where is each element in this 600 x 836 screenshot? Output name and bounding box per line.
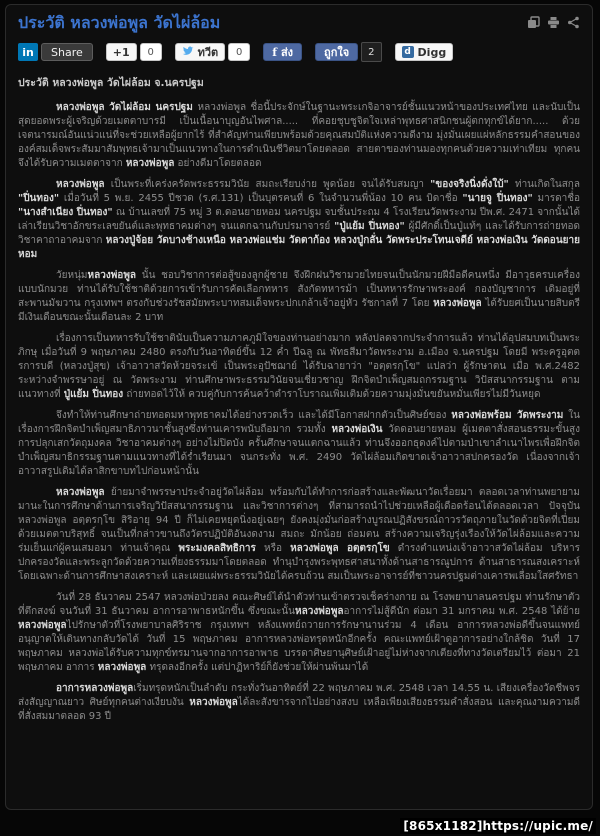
fb-send-label: ส่ง [280,46,294,59]
gplus-count: 0 [140,43,162,61]
copy-icon[interactable] [526,15,540,29]
digg-button[interactable] [395,43,454,61]
paragraph: เรื่องการเป็นทหารรับใช้ชาตินับเป็นความภาคภูมิใจของท่านอย่างมาก หลังปลดจากประจำการแล้ว ท่านได้อุปสมบทเป็นพระภิกษุ เมื่อวันที่ 9 พฤษภาคม 2480 ตรงกับวันอาทิตย์ขึ้น 12 ค่ำ ปีฉลู ณ พัทธสีมาวัดพระงาม อ.เมือง จ.นครปฐม โดยมี พระครูอุตตรการบดี (หลวงปู่สุข) เจ้าอาวาสวัดห้วยจระเข้ เป็นพระอุปัชฌาย์ ได้รับฉายาว่า "อตฺตรกฺโข" แปลว่า ผู้รักษาตน เมื่อ พ.ศ.2482 ระหว่างจำพรรษาอยู่ ณ วัดพระงาม ท่านศึกษาพระธรรมวินัยจนเชี่ยวชาญ ฝึกจิตบำเพ็ญสมถกรรมฐาน วิปัสสนากรรมฐาน ตามแนวทางที่ ปู่แย้ม ปิ่นทอง ถ่ายทอดไว้ให้ ควบคู่กับการค้นคว้าตำราโบราณเพิ่มเติมด้วยความมุ่งมั่นขยันหมั่นเพียรไม่มีวันหยุด [18,333,580,400]
paragraph: หลวงพ่อพูล เป็นพระที่เคร่งครัดพระธรรมวินัย สมถะเรียบง่าย พูดน้อย จนได้รับสมญา "ของจริงนิ่งดั่งใบ้" ท่านเกิดในสกุล "ปิ่นทอง" เมื่อวันที่ 5 พ.ย. 2455 ปีชวด (ร.ศ.131) เป็นบุตรคนที่ 6 ในจำนวนพี่น้อง 10 คน บิดาชื่อ "นายจู ปิ่นทอง" มารดาชื่อ "นางสำเนียง ปิ่นทอง" ณ บ้านเลขที่ 75 หมู่ 3 ต.ดอนยายหอม นครปฐม จบชั้นประถม 4 โรงเรียนวัดพระงาม ปีพ.ศ. 2471 จากนั้นได้เล่าเรียนวิชาอักขระเลขยันต์และพุทธาคมต่างๆ จนแตกฉานกับปรมาจารย์ "ปู่แย้ม ปิ่นทอง" ผู้มีศักดิ์เป็นปู่แท้ๆ และได้รับการถ่ายทอดวิชาคาถาอาคมจาก หลวงปู่จ้อย วัดบางช้างเหนือ หลวงพ่อแช่ม วัดตาก้อง หลวงปู่กลั่น วัดพระประโทนเจดีย์ หลวงพ่อเงิน วัดดอนยายหอม [18,179,581,260]
facebook-icon: f [272,45,277,59]
linkedin-share-button[interactable]: Share [41,43,93,61]
page-title: ประวัติ หลวงพ่อพูล วัดไผ่ล้อม [18,13,221,32]
fb-like-count: 2 [361,42,381,62]
paragraph: หลวงพ่อพูล วัดไผ่ล้อม นครปฐม หลวงพ่อพูล ชื่อนี้ประจักษ์ในฐานะพระเกจิอาจารย์ชั้นแนวหน้าของประเทศไทย และนับเป็นสุดยอดพระผู้เจริญด้วยเมตตาบารมี เป็นเนื้อนาบุญอันไพศาล..... ที่คอยชุบชูจิตใจเหล่าพุทธศาสนิกชนผู้ตกทุกข์ได้ยาก..... ด้วยเจตนารมณ์อันแน่วแน่ที่จะช่วยเหลือผู้ยากไร้ ที่สำคัญท่านเพียบพร้อมด้วยคุณสมบัติแห่งความดีงาม มุ่งมั่นเผยแผ่หลักธรรมคำสอนขององค์สมเด็จพระสัมมาสัมพุทธเจ้ามาเป็นแนวทางในการดำเนินชีวิตมาโดยตลอด สายตาของท่านมองทุกคนด้วยความเท่าเทียม ทุกคนจึงได้รับความเมตตาจาก หลวงพ่อพูล อย่างดีมาโดยตลอด [18,102,580,169]
tweet-button-label: ทวีต [197,46,219,59]
linkedin-share-widget [18,43,93,61]
tweet-count: 0 [228,43,250,61]
article-body [18,101,580,724]
fb-like-button[interactable]: ถูกใจ [315,43,358,61]
gplus-widget [106,43,162,61]
tweet-button[interactable] [175,43,226,61]
paragraph: วันที่ 28 ธันวาคม 2547 หลวงพ่อป่วยลง คณะศิษย์ได้นำตัวท่านเข้าตรวจเช็คร่างกาย ณ โรงพยาบาลนครปฐม ท่านรักษาตัวที่ตึกสงฆ์ จนวันที่ 31 ธันวาคม อาการอาพาธหนักขึ้น ซึ่งขณะนั้นหลวงพ่อพูลอาการไม่สู้ดีนัก ต่อมา 31 มกราคม พ.ศ. 2548 ได้ย้ายหลวงพ่อพูลไปรักษาตัวที่โรงพยาบาลศิริราช กรุงเทพฯ หลังแพทย์ถวายการรักษานานร่วม 4 เดือน อาการหลวงพ่อดีขึ้นจนแพทย์อนุญาตให้เดินทางกลับวัดได้ วันที่ 15 พฤษภาคม อาการหลวงพ่อทรุดหนักอีกครั้ง คณะแพทย์เฝ้าดูอาการอย่างใกล้ชิด วันที่ 17 พฤษภาคม หลวงพ่อได้รับความทุกข์ทรมานจากอาการอาพาธ บรรดาศิษยานุศิษย์เฝ้าอยู่ไม่ห่างจากเตียงที่ทางวัดเตรียมไว้ ต่อมา 21 พฤษภาคม อาการ หลวงพ่อพูล ทรุดลงอีกครั้ง แต่ปาฏิหาริย์ก็ยังช่วยให้ผ่านพ้นมาได้ [18,592,581,673]
print-icon[interactable] [546,15,560,29]
watermark: [865x1182]https://upic.me/ [400,818,596,834]
content-panel [5,4,593,810]
linkedin-icon: in [18,43,38,61]
digg-icon: d [402,46,414,58]
digg-widget [395,43,454,61]
fb-send-button[interactable] [263,43,302,61]
twitter-bird-icon [182,45,194,60]
share-icon[interactable] [566,15,580,29]
paragraph: จึงทำให้ท่านศึกษาถ่ายทอดมหาพุทธาคมได้อย่างรวดเร็ว และได้มีโอกาสฝากตัวเป็นศิษย์ของ หลวงพ่อพร้อม วัดพระงาม ในเรื่องการฝึกจิตบำเพ็ญสมาธิภาวนาชั้นสูงซึ่งท่านเคารพนับถือมาก รวมทั้ง หลวงพ่อเงิน วัดดอนยายหอม ผู้เมตตาสั่งสอนธรรมะขั้นสูง การปลุกเสกวัตถุมงคล วิชาอาคมต่างๆ อย่างไม่ปิดบัง ครั้นศึกษาจนแตกฉานแล้ว ท่านจึงออกธุดงค์ไปตามป่าเขาลำเนาไพรเพื่อฝึกจิตบำเพ็ญสมาธิกรรมฐานตามแนวทางที่ได้ร่ำเรียนมา จนกระทั่ง พ.ศ. 2490 วัดไผ่ล้อมเกิดขาดเจ้าอาวาสปกครองวัด เนื่องจากเจ้าอาวาสรูปเดิมได้ลาสิกขาบทไปก่อนหน้านั้น [18,410,580,477]
gplus-button[interactable]: +1 [106,43,137,61]
share-bar [18,42,580,62]
digg-button-label: Digg [417,45,447,59]
header-icons [526,15,580,29]
paragraph: หลวงพ่อพูล ย้ายมาจำพรรษาประจำอยู่วัดไผ่ล้อม พร้อมกับได้ทำการก่อสร้างและพัฒนาวัดเรื่อยมา ตลอดเวลาท่านพยายามมานะในการศึกษาด้านการเจริญวิปัสสนากรรมฐาน และวิชาการต่างๆ ที่สามารถนำไปช่วยเหลือผู้เดือดร้อนได้ตลอดเวลา ปัจจุบันหลวงพ่อพูล อตฺตรกฺโข สิริอายุ 94 ปี ก็ไม่เคยหยุดนิ่งอยู่เฉยๆ ยังคงมุ่งมั่นก่อสร้างบูรณปฏิสังขรณ์ถาวรวัตถุภายในวัดด้วยจิตที่เปี่ยมด้วยเมตตาบริสุทธิ์ จนเป็นที่กล่าวขานถึงวัตรปฏิบัติอันงดงาม สมถะ มักน้อย ถ่อมตน สร้างความเจริญรุ่งเรืองให้วัดไผ่ล้อมและความร่มเย็นแก่ผู้คนเสมอมา ท่านเจ้าคุณ พระมงคลสิทธิการ หรือ หลวงพ่อพูล อตฺตรกฺโข ดำรงตำแหน่งเจ้าอาวาสวัดไผ่ล้อม บริหารปกครองวัดและพระลูกวัดด้วยความเที่ยงธรรมมาโดยตลอด ทำนุบำรุงพระพุทธศาสนาทั้งด้านสาธารณูปการ ด้านสาธารณสงเคราะห์ โดยเฉพาะด้านการศึกษาสงเคราะห์ และเผยแผ่พระธรรมวินัยได้ครบถ้วน สมเป็นพระอาจารย์ที่ชาวนครปฐมต่างเคารพเลื่อมใสศรัทธา [18,487,580,582]
fb-like-widget [315,42,382,62]
tweet-widget [175,43,251,61]
header [18,13,580,33]
article-subtitle: ประวัติ หลวงพ่อพูล วัดไผ่ล้อม จ.นครปฐม [18,77,204,89]
paragraph: วัยหนุ่มหลวงพ่อพูล นั้น ชอบวิชาการต่อสู้ของลูกผู้ชาย จึงฝึกฝนวิชามวยไทยจนเป็นนักมวยฝีมือดีคนหนึ่ง มีอาวุธครบเครื่องแบบนักมวย ท่านได้รับใช้ชาติด้วยการเข้ารับการคัดเลือกทหาร สังกัดทหารม้า เป็นทหารรักษาพระองค์ กองบัญชาการ เดิมอยู่ที่สะพานมัฆวาน กรุงเทพฯ ตรงกับช่วงรัชสมัยพระบาทสมเด็จพระปกเกล้าเจ้าอยู่หัว รัชกาลที่ 7 โดย หลวงพ่อพูล ได้รับยศเป็นนายสิบตรี มีเงินเดือนขณะนั้นเดือนละ 2 บาท [18,270,580,323]
paragraph: อาการหลวงพ่อพูลเริ่มทรุดหนักเป็นลำดับ กระทั่งวันอาทิตย์ที่ 22 พฤษภาคม พ.ศ. 2548 เวลา 14.55 น. เสียงเครื่องวัดชีพจรส่งสัญญาณยาว ศิษย์ทุกคนต่างเงียบงัน หลวงพ่อพูลได้ละสังขารจากไปอย่างสงบ เหลือเพียงเสียงธรรมคำสั่งสอน และคุณงามความดี ที่สั่งสมมาตลอด 93 ปี [18,683,580,722]
fb-send-widget [263,43,302,61]
